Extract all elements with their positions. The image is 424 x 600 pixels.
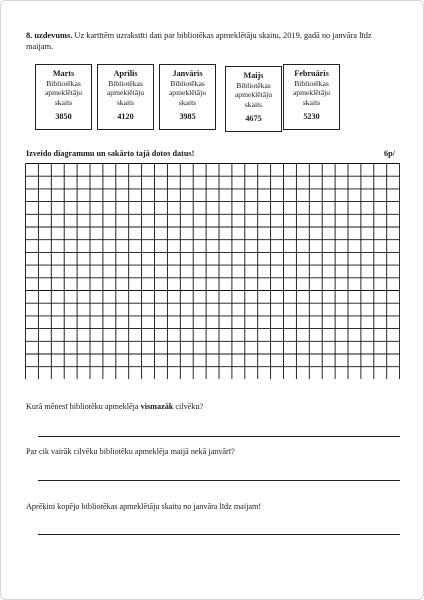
points-label: 6p/ bbox=[384, 149, 395, 158]
question-1 bbox=[26, 402, 203, 411]
card-label: skaits bbox=[178, 97, 197, 107]
card-month: Marts bbox=[52, 69, 75, 78]
question-emphasis: vismazāk bbox=[140, 402, 174, 411]
card-label: Bibliotēkas bbox=[294, 78, 329, 88]
card-label: apmeklētāju bbox=[292, 88, 331, 98]
task-number: 8. uzdevums. bbox=[26, 31, 73, 40]
card-label: skaits bbox=[54, 97, 73, 107]
card-month: Maijs bbox=[243, 71, 264, 80]
question-text: Par cik vairāk cilvēku bibliotēku apmeklēja maijā nekā janvārī? bbox=[26, 447, 235, 456]
card-march bbox=[35, 64, 92, 130]
card-value: 5230 bbox=[303, 112, 320, 122]
card-label: apmeklētāju bbox=[106, 88, 145, 98]
question-text: Kurā mēnesī bibliotēku apmeklēja bbox=[26, 402, 141, 411]
card-label: Bibliotēkas bbox=[170, 78, 205, 88]
card-month: Janvāris bbox=[172, 69, 203, 78]
card-month: Aprīlis bbox=[113, 69, 138, 78]
graph-paper-grid[interactable] bbox=[25, 163, 400, 379]
answer-line-1[interactable] bbox=[38, 436, 400, 437]
question-text: cilvēku? bbox=[173, 402, 204, 411]
question-2 bbox=[26, 447, 235, 456]
data-cards bbox=[35, 64, 395, 134]
card-label: apmeklētāju bbox=[168, 88, 207, 98]
card-label: skaits bbox=[116, 97, 135, 107]
task-text: Uz kartītēm uzrakstīti dati par bibliotēkas apmeklētāju skaitu, 2019. gadā no janvāra līdz maijam. bbox=[26, 31, 372, 51]
card-label: Bibliotēkas bbox=[46, 78, 81, 88]
card-month: Februāris bbox=[294, 69, 329, 78]
card-label: Bibliotēkas bbox=[236, 80, 271, 90]
card-april bbox=[97, 64, 154, 130]
card-value: 4675 bbox=[245, 114, 262, 124]
card-label: Bibliotēkas bbox=[108, 78, 143, 88]
card-january bbox=[159, 64, 216, 130]
answer-line-3[interactable] bbox=[38, 534, 400, 535]
card-label: skaits bbox=[244, 99, 263, 109]
card-value: 4120 bbox=[117, 112, 134, 122]
card-february bbox=[283, 64, 340, 130]
card-label: apmeklētāju bbox=[44, 88, 83, 98]
chart-instruction: Izveido diagrammu un sakārto tajā dotos datus! bbox=[26, 149, 195, 158]
card-value: 3985 bbox=[179, 112, 196, 122]
card-value: 3850 bbox=[55, 112, 72, 122]
task-description bbox=[26, 30, 398, 52]
question-text: Aprēķini kopējo bibliotēkas apmeklētāju skaitu no janvāra līdz maijam! bbox=[26, 502, 262, 511]
card-may bbox=[225, 66, 282, 132]
answer-line-2[interactable] bbox=[38, 480, 400, 481]
card-label: apmeklētāju bbox=[234, 90, 273, 100]
card-label: skaits bbox=[302, 97, 321, 107]
question-3 bbox=[26, 502, 261, 511]
